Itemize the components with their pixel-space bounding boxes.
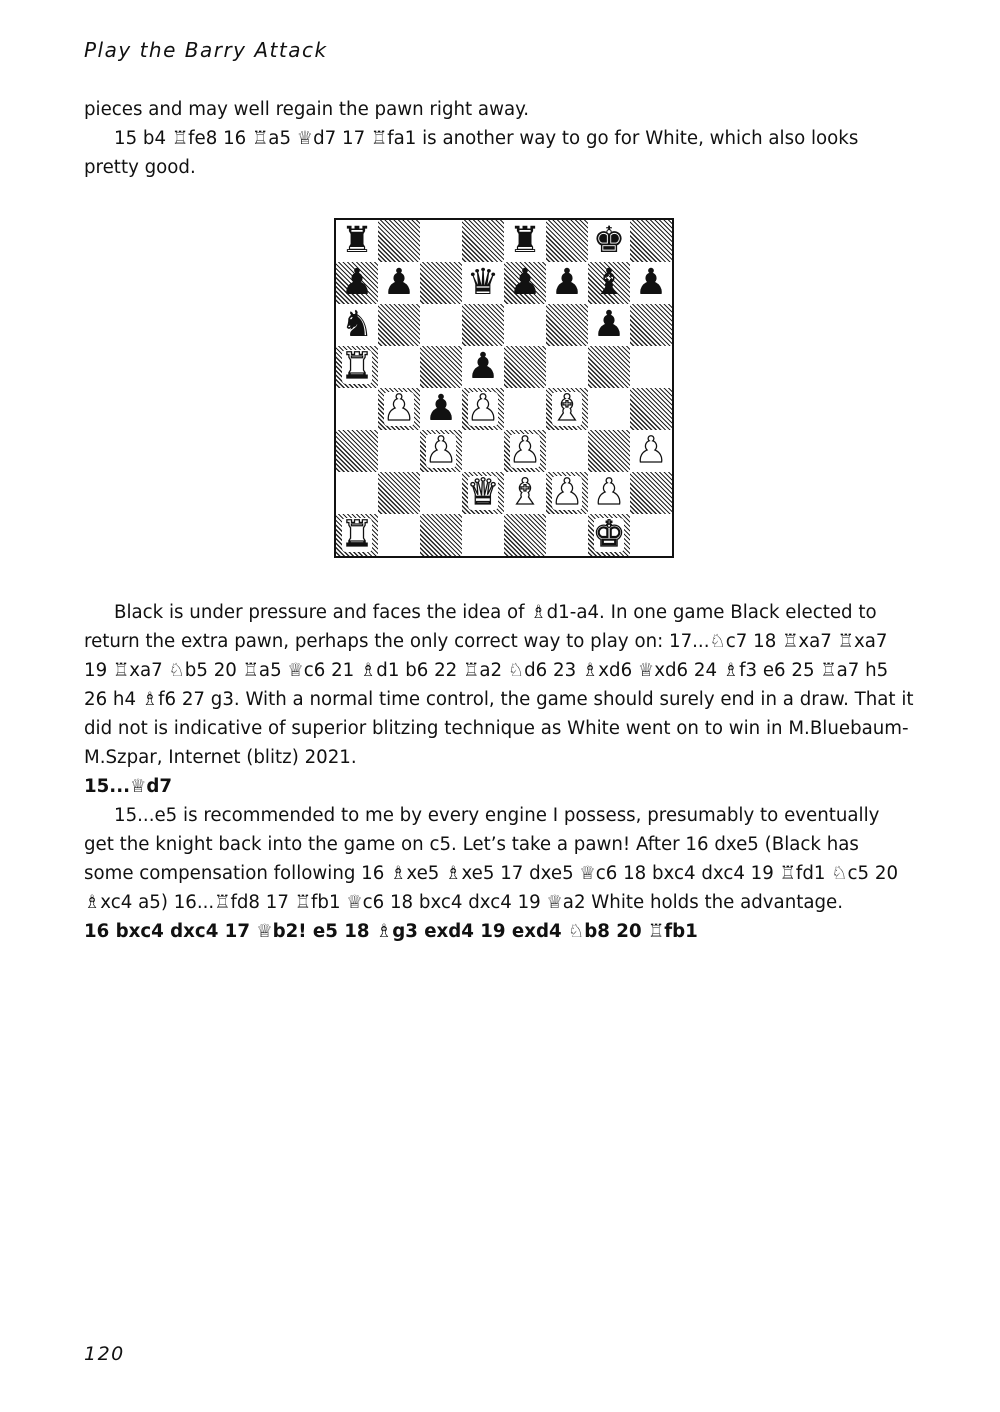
square-h2 — [630, 472, 672, 514]
white-pawn-icon: ♟ — [508, 430, 542, 471]
square-d3 — [462, 430, 504, 472]
square-e2 — [504, 472, 546, 514]
square-h3 — [630, 430, 672, 472]
chess-diagram — [334, 218, 674, 558]
paragraph: Black is under pressure and faces the idea of ♗d1-a4. In one game Black elected to return the extra pawn, perhaps the only correct way to play on: 17...♘c7 18 ♖xa7 ♖xa7 19 ♖xa7 ♘b5 20 ♖a5 ♕c6 21 ♗d1 b6 22 ♖a2 ♘d6 23 ♗xd6 ♕xd6 24 ♗f3 e6 25 ♖a7 h5 26 h4 ♗f6 27 g3. With a normal time control, the game should surely end in a draw. That it did not is indicative of superior blitzing technique as White went on to win in M.Bluebaum-M.Szpar, Internet (blitz) 2021. — [84, 602, 914, 768]
black-pawn-icon: ♟ — [550, 262, 584, 303]
square-b7 — [378, 262, 420, 304]
white-queen-icon: ♛ — [466, 472, 500, 513]
page-number: 120 — [84, 1343, 125, 1365]
square-c1 — [420, 514, 462, 556]
square-f2 — [546, 472, 588, 514]
white-pawn-icon: ♟ — [550, 472, 584, 513]
square-d8 — [462, 220, 504, 262]
square-h7 — [630, 262, 672, 304]
square-b2 — [378, 472, 420, 514]
square-h8 — [630, 220, 672, 262]
text-block-top — [84, 95, 914, 182]
running-head: Play the Barry Attack — [84, 38, 328, 62]
square-c6 — [420, 304, 462, 346]
square-b4 — [378, 388, 420, 430]
square-f3 — [546, 430, 588, 472]
square-g7 — [588, 262, 630, 304]
square-h5 — [630, 346, 672, 388]
black-knight-icon: ♞ — [340, 304, 374, 345]
black-pawn-icon: ♟ — [424, 388, 458, 429]
white-bishop-icon: ♝ — [508, 472, 542, 513]
square-d2 — [462, 472, 504, 514]
black-pawn-icon: ♟ — [382, 262, 416, 303]
square-g3 — [588, 430, 630, 472]
white-pawn-icon: ♟ — [592, 472, 626, 513]
square-a6 — [336, 304, 378, 346]
black-king-icon: ♚ — [592, 220, 626, 261]
black-rook-icon: ♜ — [340, 220, 374, 261]
white-bishop-icon: ♝ — [550, 388, 584, 429]
white-pawn-icon: ♟ — [466, 388, 500, 429]
square-e5 — [504, 346, 546, 388]
square-h1 — [630, 514, 672, 556]
square-f7 — [546, 262, 588, 304]
square-a8 — [336, 220, 378, 262]
square-g4 — [588, 388, 630, 430]
black-pawn-icon: ♟ — [634, 262, 668, 303]
square-c7 — [420, 262, 462, 304]
square-h6 — [630, 304, 672, 346]
white-pawn-icon: ♟ — [634, 430, 668, 471]
black-bishop-icon: ♝ — [592, 262, 626, 303]
square-g2 — [588, 472, 630, 514]
white-rook-icon: ♜ — [340, 346, 374, 387]
square-b6 — [378, 304, 420, 346]
text-block-bottom — [84, 598, 914, 946]
square-f1 — [546, 514, 588, 556]
square-c3 — [420, 430, 462, 472]
square-a4 — [336, 388, 378, 430]
paragraph: 16 bxc4 dxc4 17 ♕b2! e5 18 ♗g3 exd4 19 exd4 ♘b8 20 ♖fb1 — [84, 921, 698, 942]
square-h4 — [630, 388, 672, 430]
square-a7 — [336, 262, 378, 304]
black-pawn-icon: ♟ — [340, 262, 374, 303]
square-c4 — [420, 388, 462, 430]
square-g1 — [588, 514, 630, 556]
square-e7 — [504, 262, 546, 304]
paragraph: 15 b4 ♖fe8 16 ♖a5 ♕d7 17 ♖fa1 is another way to go for White, which also looks pretty good. — [84, 128, 859, 178]
square-c5 — [420, 346, 462, 388]
square-d7 — [462, 262, 504, 304]
square-c2 — [420, 472, 462, 514]
square-f4 — [546, 388, 588, 430]
white-rook-icon: ♜ — [340, 514, 374, 555]
paragraph: 15...e5 is recommended to me by every engine I possess, presumably to eventually get the knight back into the game on c5. Let’s take a pawn! After 16 dxe5 (Black has some compensation following 16 ♗xe5 ♗xe5 17 dxe5 ♕c6 18 bxc4 dxc4 19 ♖fd1 ♘c5 20 ♗xc4 a5) 16...♖fd8 17 ♖fb1 ♕c6 18 bxc4 dxc4 19 ♕a2 White holds the advantage. — [84, 805, 899, 913]
paragraph: 15...♕d7 — [84, 776, 173, 797]
black-pawn-icon: ♟ — [592, 304, 626, 345]
square-g8 — [588, 220, 630, 262]
paragraph: pieces and may well regain the pawn right away. — [84, 99, 530, 120]
square-f5 — [546, 346, 588, 388]
square-d6 — [462, 304, 504, 346]
square-a2 — [336, 472, 378, 514]
square-a1 — [336, 514, 378, 556]
white-pawn-icon: ♟ — [382, 388, 416, 429]
black-pawn-icon: ♟ — [508, 262, 542, 303]
square-b5 — [378, 346, 420, 388]
square-g6 — [588, 304, 630, 346]
square-b8 — [378, 220, 420, 262]
square-a5 — [336, 346, 378, 388]
white-king-icon: ♚ — [592, 514, 626, 555]
white-pawn-icon: ♟ — [424, 430, 458, 471]
black-queen-icon: ♛ — [466, 262, 500, 303]
square-c8 — [420, 220, 462, 262]
square-d5 — [462, 346, 504, 388]
black-rook-icon: ♜ — [508, 220, 542, 261]
black-pawn-icon: ♟ — [466, 346, 500, 387]
square-e4 — [504, 388, 546, 430]
square-e6 — [504, 304, 546, 346]
square-f6 — [546, 304, 588, 346]
square-d4 — [462, 388, 504, 430]
square-g5 — [588, 346, 630, 388]
square-e1 — [504, 514, 546, 556]
square-e8 — [504, 220, 546, 262]
square-e3 — [504, 430, 546, 472]
square-b1 — [378, 514, 420, 556]
square-d1 — [462, 514, 504, 556]
square-b3 — [378, 430, 420, 472]
square-a3 — [336, 430, 378, 472]
square-f8 — [546, 220, 588, 262]
